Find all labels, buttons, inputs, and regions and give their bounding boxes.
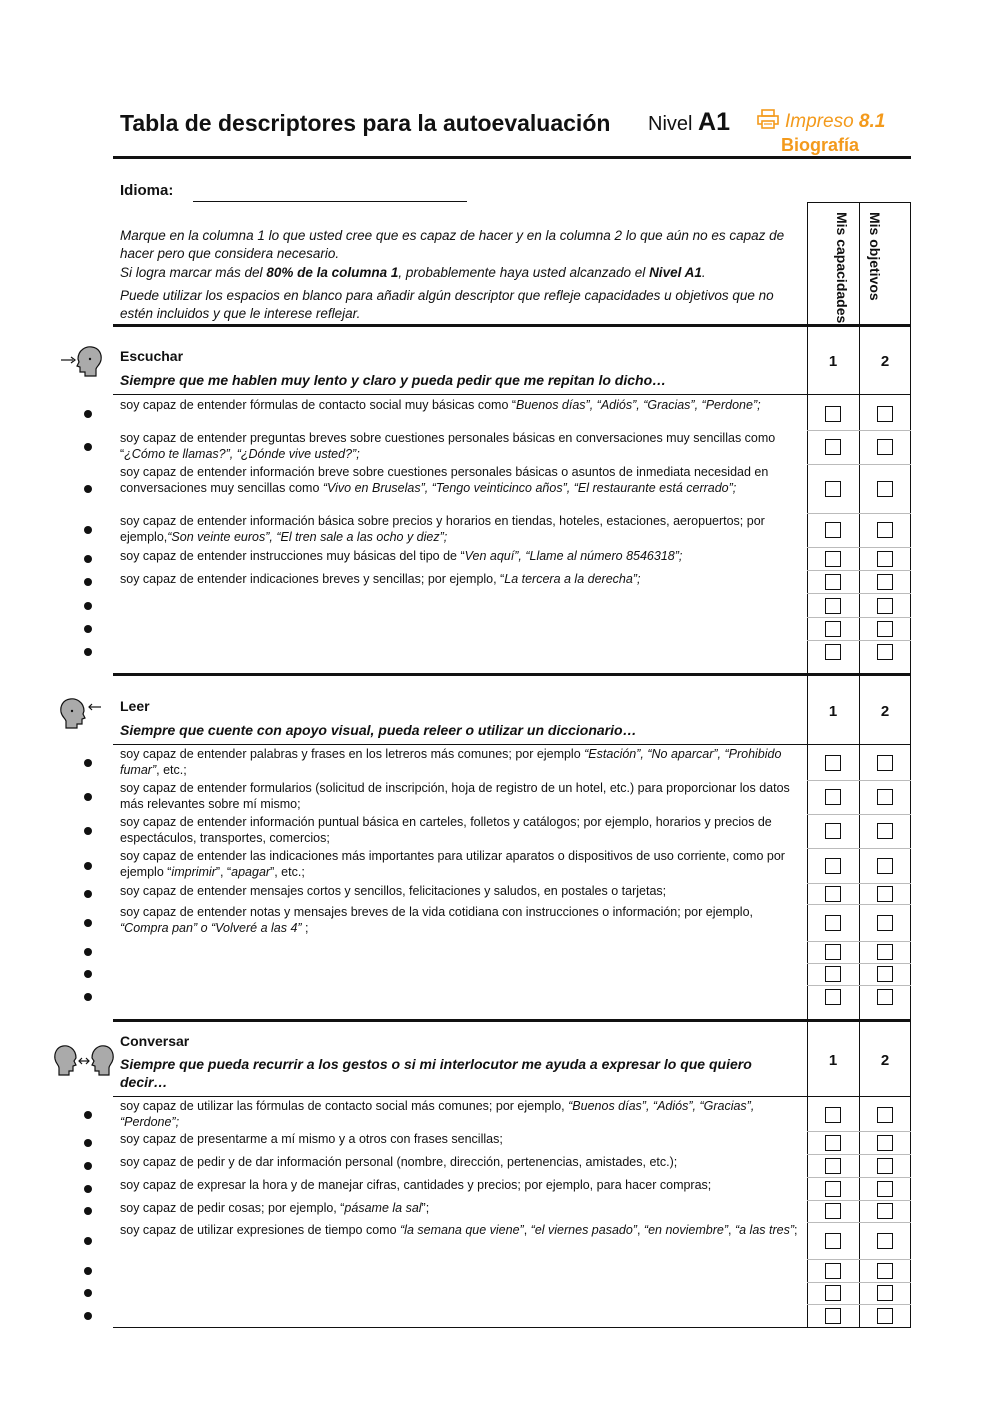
row-separator [807, 593, 911, 594]
column-divider-2 [859, 202, 860, 1328]
bullet-point [84, 919, 92, 927]
row-separator [807, 617, 911, 618]
form-reference [757, 109, 907, 133]
row-separator [807, 464, 911, 465]
column-header-top [807, 202, 911, 203]
checkbox-objetivos[interactable] [877, 574, 893, 590]
column-header-capacidades: Mis capacidades [834, 212, 850, 324]
checkbox-objetivos[interactable] [877, 621, 893, 637]
instructions-line-3: Puede utilizar los espacios en blanco para añadir algún descriptor que refleje capacidades u objetivos que no estén incluidos y que le interese reflejar. [120, 288, 774, 321]
descriptor-text: soy capaz de entender notas y mensajes breves de la vida cotidiana con instrucciones o información; por ejemplo, “Compra pan” o “Volveré a las 4” ; [120, 905, 753, 935]
checkbox-capacidades[interactable] [825, 1263, 841, 1279]
bullet-point [84, 555, 92, 563]
checkbox-capacidades[interactable] [825, 1203, 841, 1219]
section-title-conversar: Conversar [120, 1033, 190, 1049]
row-separator [807, 848, 911, 849]
bullet-point [84, 1207, 92, 1215]
bullet-point [84, 648, 92, 656]
row-separator [807, 430, 911, 431]
listen-head-icon [58, 345, 104, 379]
checkbox-capacidades[interactable] [825, 1135, 841, 1151]
level-value: A1 [698, 108, 730, 136]
row-separator [807, 941, 911, 942]
checkbox-capacidades[interactable] [825, 598, 841, 614]
bullet-point [84, 827, 92, 835]
bullet-point [84, 862, 92, 870]
row-separator [807, 963, 911, 964]
checkbox-capacidades[interactable] [825, 989, 841, 1005]
checkbox-capacidades[interactable] [825, 858, 841, 874]
section-label-biografia: Biografía [781, 135, 860, 155]
checkbox-objetivos[interactable] [877, 439, 893, 455]
conversation-heads-icon [52, 1044, 116, 1078]
descriptor-text: soy capaz de entender las indicaciones más importantes para utilizar aparatos o dispositivos de uso corriente, como por ejemplo “imprimir”, “apagar”, etc.; [120, 849, 785, 879]
checkbox-objetivos[interactable] [877, 406, 893, 422]
descriptor-text: soy capaz de presentarme a mí mismo y a otros con frases sencillas; [120, 1132, 503, 1146]
checkbox-capacidades[interactable] [825, 574, 841, 590]
descriptor-text: soy capaz de pedir y de dar información personal (nombre, dirección, pertenencias, amistades, etc.); [120, 1155, 678, 1169]
printer-icon [757, 109, 779, 129]
descriptor-text: soy capaz de utilizar las fórmulas de contacto social más comunes; por ejemplo, “Buenos días”, “Adiós”, “Gracias”, “Perdone”; [120, 1099, 755, 1129]
row-separator [807, 570, 911, 571]
checkbox-objetivos[interactable] [877, 644, 893, 660]
descriptor-text: soy capaz de expresar la hora y de manejar cifras, cantidades y precios; por ejemplo, para hacer compras; [120, 1178, 712, 1192]
row-separator [807, 1200, 911, 1201]
bullet-point [84, 1267, 92, 1275]
descriptor-text: soy capaz de entender fórmulas de contacto social muy básicas como “Buenos días”, “Adiós”, “Gracias”, “Perdone”; [120, 398, 761, 412]
section-end-divider [113, 1019, 911, 1022]
column-divider-3 [910, 202, 911, 1328]
checkbox-capacidades[interactable] [825, 481, 841, 497]
row-separator [807, 1131, 911, 1132]
descriptor-text: soy capaz de entender mensajes cortos y sencillos, felicitaciones y saludos, en postales o tarjetas; [120, 884, 667, 898]
form-label: Impreso [785, 111, 854, 132]
descriptor-text: soy capaz de entender instrucciones muy básicas del tipo de “Ven aquí”, “Llame al número 8546318”; [120, 549, 683, 563]
checkbox-capacidades[interactable] [825, 439, 841, 455]
checkbox-objetivos[interactable] [877, 551, 893, 567]
page-title: Tabla de descriptores para la autoevaluación [120, 110, 611, 136]
checkbox-objetivos[interactable] [877, 789, 893, 805]
row-separator [807, 1259, 911, 1260]
column-divider-1 [807, 202, 808, 1328]
bullet-point [84, 793, 92, 801]
row-separator [807, 985, 911, 986]
column-number-2: 2 [880, 703, 890, 720]
section-condition-leer: Siempre que cuente con apoyo visual, pueda releer o utilizar un diccionario… [120, 722, 637, 738]
checkbox-objetivos[interactable] [877, 1308, 893, 1324]
bullet-point [84, 625, 92, 633]
row-separator [807, 1304, 911, 1305]
row-separator [807, 780, 911, 781]
bullet-point [84, 948, 92, 956]
header-divider [113, 156, 911, 159]
bullet-point [84, 1111, 92, 1119]
bullet-point [84, 993, 92, 1001]
section-header-divider [113, 744, 911, 745]
checkbox-capacidades[interactable] [825, 1233, 841, 1249]
row-separator [807, 1222, 911, 1223]
descriptor-text: soy capaz de entender información breve sobre cuestiones personales básicas o asuntos de inmediata necesidad en conversaciones muy sencillas como “Vivo en Bruselas”, “Tengo veinticinco años”, “El restaurante está cerrado”; [120, 465, 769, 495]
checkbox-capacidades[interactable] [825, 644, 841, 660]
column-header-objetivos: Mis objetivos [867, 212, 883, 301]
checkbox-objetivos[interactable] [877, 598, 893, 614]
checkbox-objetivos[interactable] [877, 1233, 893, 1249]
checkbox-objetivos[interactable] [877, 823, 893, 839]
checkbox-objetivos[interactable] [877, 1181, 893, 1197]
descriptor-text: soy capaz de entender formularios (solicitud de inscripción, hoja de registro de un hotel, etc.) para proporcionar los datos más relevantes sobre mí mismo; [120, 781, 790, 811]
bullet-point [84, 485, 92, 493]
checkbox-objetivos[interactable] [877, 1135, 893, 1151]
checkbox-objetivos[interactable] [877, 1285, 893, 1301]
section-end-divider [113, 673, 911, 676]
checkbox-objetivos[interactable] [877, 1158, 893, 1174]
section-header-divider [113, 1096, 911, 1097]
checkbox-capacidades[interactable] [825, 915, 841, 931]
form-number: 8.1 [858, 111, 886, 132]
row-separator [807, 883, 911, 884]
checkbox-capacidades[interactable] [825, 621, 841, 637]
column-number-1: 1 [828, 1052, 838, 1069]
descriptor-text: soy capaz de entender palabras y frases en los letreros más comunes; por ejemplo “Estación”, “No aparcar”, “Prohibido fumar”, etc.; [120, 747, 782, 777]
checkbox-capacidades[interactable] [825, 823, 841, 839]
checkbox-capacidades[interactable] [825, 789, 841, 805]
row-separator [807, 814, 911, 815]
bullet-point [84, 443, 92, 451]
checkbox-capacidades[interactable] [825, 1285, 841, 1301]
section-header-divider [113, 394, 911, 395]
checkbox-capacidades[interactable] [825, 944, 841, 960]
instructions-line-1: Marque en la columna 1 lo que usted cree que es capaz de hacer y en la columna 2 lo que aún no es capaz de hacer pero que considera necesario. [120, 228, 785, 261]
language-label: Idioma: [120, 182, 174, 199]
checkbox-capacidades[interactable] [825, 1158, 841, 1174]
bullet-point [84, 578, 92, 586]
bullet-point [84, 890, 92, 898]
level-prefix: Nivel [648, 113, 693, 135]
row-separator [807, 513, 911, 514]
checkbox-objetivos[interactable] [877, 966, 893, 982]
bullet-point [84, 410, 92, 418]
checkbox-objetivos[interactable] [877, 481, 893, 497]
checkbox-capacidades[interactable] [825, 755, 841, 771]
checkbox-objetivos[interactable] [877, 522, 893, 538]
bullet-point [84, 1289, 92, 1297]
section-title-escuchar: Escuchar [120, 348, 184, 364]
language-input-line[interactable] [193, 201, 467, 202]
descriptor-text: soy capaz de pedir cosas; por ejemplo, “pásame la sal”; [120, 1201, 430, 1215]
row-separator [807, 1177, 911, 1178]
descriptor-text: soy capaz de entender preguntas breves sobre cuestiones personales básicas en conversaciones muy sencillas como “¿Cómo te llamas?”, “¿Dónde vive usted?”; [120, 431, 776, 461]
checkbox-objetivos[interactable] [877, 944, 893, 960]
checkbox-objetivos[interactable] [877, 915, 893, 931]
section-title-leer: Leer [120, 698, 150, 714]
descriptor-text: soy capaz de utilizar expresiones de tiempo como “la semana que viene”, “el viernes pasado”, “en noviembre”, “a las tres”; [120, 1223, 798, 1237]
bullet-point [84, 1185, 92, 1193]
row-separator [807, 1154, 911, 1155]
row-separator [807, 904, 911, 905]
row-separator [807, 1282, 911, 1283]
descriptor-text: soy capaz de entender información puntual básica en carteles, folletos y catálogos; por ejemplo, horarios y precios de espectáculos, transportes, comercios; [120, 815, 772, 845]
section-condition-escuchar: Siempre que me hablen muy lento y claro y pueda pedir que me repitan lo dicho… [120, 372, 667, 388]
descriptor-text: soy capaz de entender indicaciones breves y sencillas; por ejemplo, “La tercera a la derecha”; [120, 572, 641, 586]
column-number-2: 2 [880, 353, 890, 370]
row-separator [807, 640, 911, 641]
column-number-1: 1 [828, 703, 838, 720]
checkbox-objetivos[interactable] [877, 1107, 893, 1123]
section-condition-conversar: Siempre que pueda recurrir a los gestos o si mi interlocutor me ayuda a expresar lo que quiero decir… [120, 1056, 752, 1090]
checkbox-capacidades[interactable] [825, 966, 841, 982]
checkbox-objetivos[interactable] [877, 1203, 893, 1219]
intro-divider [113, 324, 911, 327]
bullet-point [84, 1162, 92, 1170]
checkbox-objetivos[interactable] [877, 858, 893, 874]
level-label [648, 108, 730, 137]
checkbox-objetivos[interactable] [877, 755, 893, 771]
bullet-point [84, 1237, 92, 1245]
checkbox-capacidades[interactable] [825, 551, 841, 567]
read-head-icon [58, 697, 104, 731]
bullet-point [84, 526, 92, 534]
checkbox-capacidades[interactable] [825, 1107, 841, 1123]
checkbox-capacidades[interactable] [825, 406, 841, 422]
section-end-divider [113, 1327, 911, 1328]
bullet-point [84, 970, 92, 978]
checkbox-capacidades[interactable] [825, 1181, 841, 1197]
instructions-line-2: Si logra marcar más del 80% de la columna 1, probablemente haya usted alcanzado el Nivel A1. [120, 265, 706, 280]
descriptor-text: soy capaz de entender información básica sobre precios y horarios en tiendas, hoteles, estaciones, aeropuertos; por ejemplo,“Son veinte euros”, “El tren sale a las ocho y diez”; [120, 514, 765, 544]
checkbox-capacidades[interactable] [825, 1308, 841, 1324]
column-number-1: 1 [828, 353, 838, 370]
column-number-2: 2 [880, 1052, 890, 1069]
checkbox-objetivos[interactable] [877, 1263, 893, 1279]
bullet-point [84, 602, 92, 610]
checkbox-objetivos[interactable] [877, 886, 893, 902]
row-separator [807, 547, 911, 548]
checkbox-objetivos[interactable] [877, 989, 893, 1005]
checkbox-capacidades[interactable] [825, 886, 841, 902]
bullet-point [84, 1139, 92, 1147]
checkbox-capacidades[interactable] [825, 522, 841, 538]
bullet-point [84, 1312, 92, 1320]
bullet-point [84, 759, 92, 767]
